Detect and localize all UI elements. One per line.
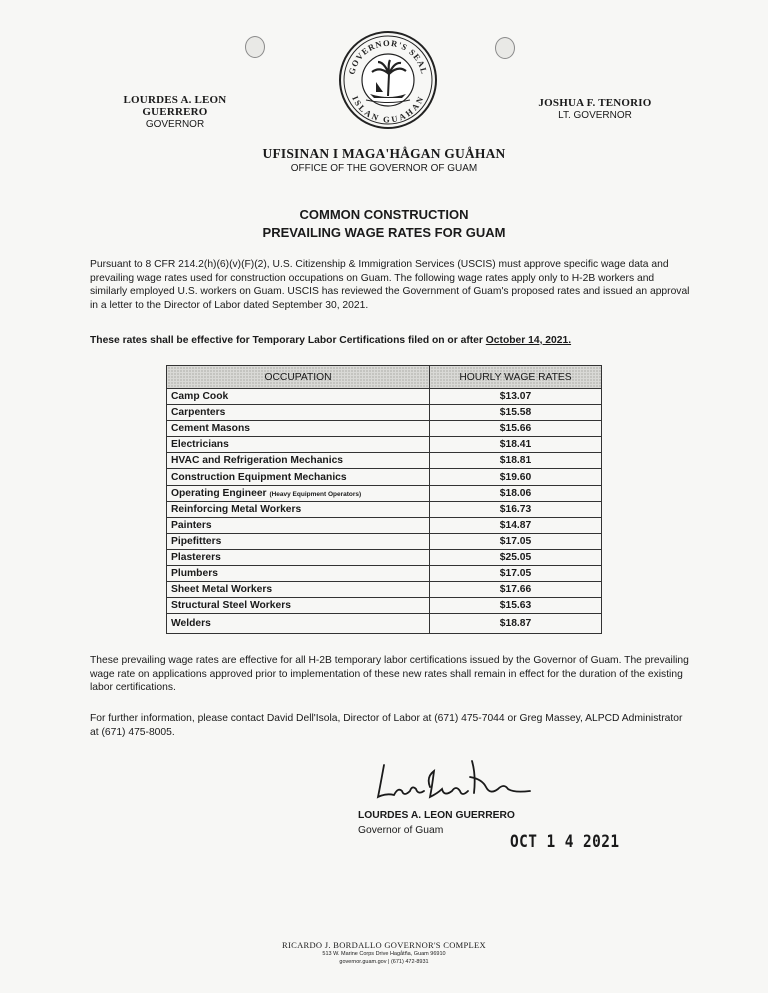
signer-name: LOURDES A. LEON GUERRERO (358, 810, 515, 821)
table-row (167, 549, 602, 565)
governor-name: LOURDES A. LEON GUERRERO (123, 94, 227, 118)
contact-paragraph: For further information, please contact David Dell'Isola, Director of Labor at (671) 475-7044 or Greg Massey, ALPCD Administrator at (671) 475-8005. (90, 713, 683, 738)
occupation-name: Reinforcing Metal Workers (171, 503, 302, 515)
seal-text-bottom: ISLAN GUAHAN (350, 94, 426, 125)
effective-date: October 14, 2021. (485, 335, 572, 346)
wage-rate-cell: $15.63 (430, 598, 602, 614)
occupation-name: Construction Equipment Mechanics (171, 471, 347, 483)
wage-rate-cell: $13.07 (430, 389, 602, 405)
seal-text-top: GOVERNOR'S SEAL (346, 37, 430, 76)
wage-rate-cell: $14.87 (430, 517, 602, 533)
occupation-name: Carpenters (171, 407, 226, 419)
date-stamp: OCT 1 4 2021 (510, 832, 620, 852)
table-row (167, 405, 602, 421)
wage-rate-cell: $19.60 (430, 469, 602, 485)
occupation-cell (167, 485, 430, 501)
table-row (167, 469, 602, 485)
occupation-cell (167, 598, 430, 614)
occupation-name: Operating Engineer (171, 487, 267, 499)
occupation-name: Structural Steel Workers (171, 600, 291, 612)
title-line-2: PREVAILING WAGE RATES FOR GUAM (262, 225, 506, 240)
punch-hole-right (495, 37, 515, 59)
occupation-cell (167, 549, 430, 565)
occupation-name: Pipefitters (171, 535, 222, 547)
occupation-cell (167, 453, 430, 469)
occupation-cell (167, 469, 430, 485)
effective-date-statement (90, 334, 690, 348)
wage-rate-cell: $18.81 (430, 453, 602, 469)
wage-rate-column-header: HOURLY WAGE RATES (430, 366, 602, 389)
occupation-cell (167, 437, 430, 453)
governor-block (90, 94, 260, 130)
table-row (167, 517, 602, 533)
office-name-chamorro: UFISINAN I MAGA'HÅGAN GUÅHAN (262, 146, 506, 161)
governor-seal-icon (338, 30, 438, 130)
wage-rate-cell: $17.05 (430, 566, 602, 582)
occupation-name: Electricians (171, 439, 229, 451)
occupation-name: HVAC and Refrigeration Mechanics (171, 455, 344, 467)
occupation-cell (167, 405, 430, 421)
table-row (167, 485, 602, 501)
lt-governor-name: JOSHUA F. TENORIO (538, 97, 652, 109)
occupation-cell (167, 566, 430, 582)
wage-rate-cell: $16.73 (430, 501, 602, 517)
table-row (167, 533, 602, 549)
table-row (167, 421, 602, 437)
occupation-cell (167, 501, 430, 517)
table-row (167, 598, 602, 614)
lt-governor-block (535, 97, 655, 121)
wage-rate-cell: $15.58 (430, 405, 602, 421)
office-name-english: OFFICE OF THE GOVERNOR OF GUAM (290, 163, 478, 174)
occupation-name: Cement Masons (171, 423, 250, 435)
footer-address: 513 W. Marine Corps Drive Hagåtña, Guam 96910 (322, 951, 446, 957)
table-row (167, 566, 602, 582)
table-row (167, 437, 602, 453)
occupation-cell (167, 614, 430, 634)
table-row (167, 501, 602, 517)
document-title (0, 206, 768, 242)
occupation-cell (167, 517, 430, 533)
occupation-name: Camp Cook (171, 391, 229, 403)
occupation-column-header: OCCUPATION (167, 366, 430, 389)
table-header-row (167, 366, 602, 389)
intro-paragraph: Pursuant to 8 CFR 214.2(h)(6)(v)(F)(2), U.S. Citizenship & Immigration Services (USCIS) must approve specific wage data and prevailing wage rates used for construction occupations on Guam. The following wage rates apply only to H-2B workers and similarly employed U.S. workers on Guam. USCIS has reviewed the Government of Guam's proposed rates and issued an approval in a letter to the Director of Labor dated September 30, 2021. (90, 259, 690, 311)
occupation-cell (167, 582, 430, 598)
footer (0, 940, 768, 966)
handwritten-signature (372, 757, 532, 807)
occupation-name: Sheet Metal Workers (171, 584, 273, 596)
table-row (167, 389, 602, 405)
wage-rate-cell: $18.41 (430, 437, 602, 453)
title-line-1: COMMON CONSTRUCTION (299, 207, 469, 222)
wage-rate-cell: $18.87 (430, 614, 602, 634)
signer-block (358, 808, 515, 838)
rates-paragraph: These prevailing wage rates are effective for all H-2B temporary labor certifications issued by the Governor of Guam. The prevailing wage rate on applications approved prior to implementation of these new rates shall remain in effect for the duration of the existing labor certifications. (90, 655, 689, 694)
wage-rate-cell: $17.05 (430, 533, 602, 549)
wage-rate-cell: $15.66 (430, 421, 602, 437)
occupation-cell (167, 533, 430, 549)
table-row (167, 614, 602, 634)
occupation-cell (167, 421, 430, 437)
occupation-name: Plasterers (171, 551, 221, 563)
occupation-name: Welders (171, 618, 211, 630)
occupation-cell (167, 389, 430, 405)
occupation-name: Painters (171, 519, 212, 531)
occupation-note: (Heavy Equipment Operators) (269, 490, 362, 498)
table-row (167, 582, 602, 598)
punch-hole-left (245, 36, 265, 58)
wage-rate-cell: $25.05 (430, 549, 602, 565)
lt-governor-title: LT. GOVERNOR (558, 110, 632, 121)
wage-rates-table (166, 365, 602, 634)
wage-table-body (167, 389, 602, 634)
footer-contact: governor.guam.gov | (671) 472-8931 (339, 959, 429, 965)
footer-building: RICARDO J. BORDALLO GOVERNOR'S COMPLEX (282, 940, 486, 950)
table-row (167, 453, 602, 469)
occupation-name: Plumbers (171, 568, 218, 580)
effective-text: These rates shall be effective for Temporary Labor Certifications filed on or after (90, 335, 486, 346)
wage-rate-cell: $17.66 (430, 582, 602, 598)
governor-title: GOVERNOR (145, 119, 205, 130)
signer-title: Governor of Guam (358, 825, 444, 836)
wage-rate-cell: $18.06 (430, 485, 602, 501)
office-heading (0, 146, 768, 174)
